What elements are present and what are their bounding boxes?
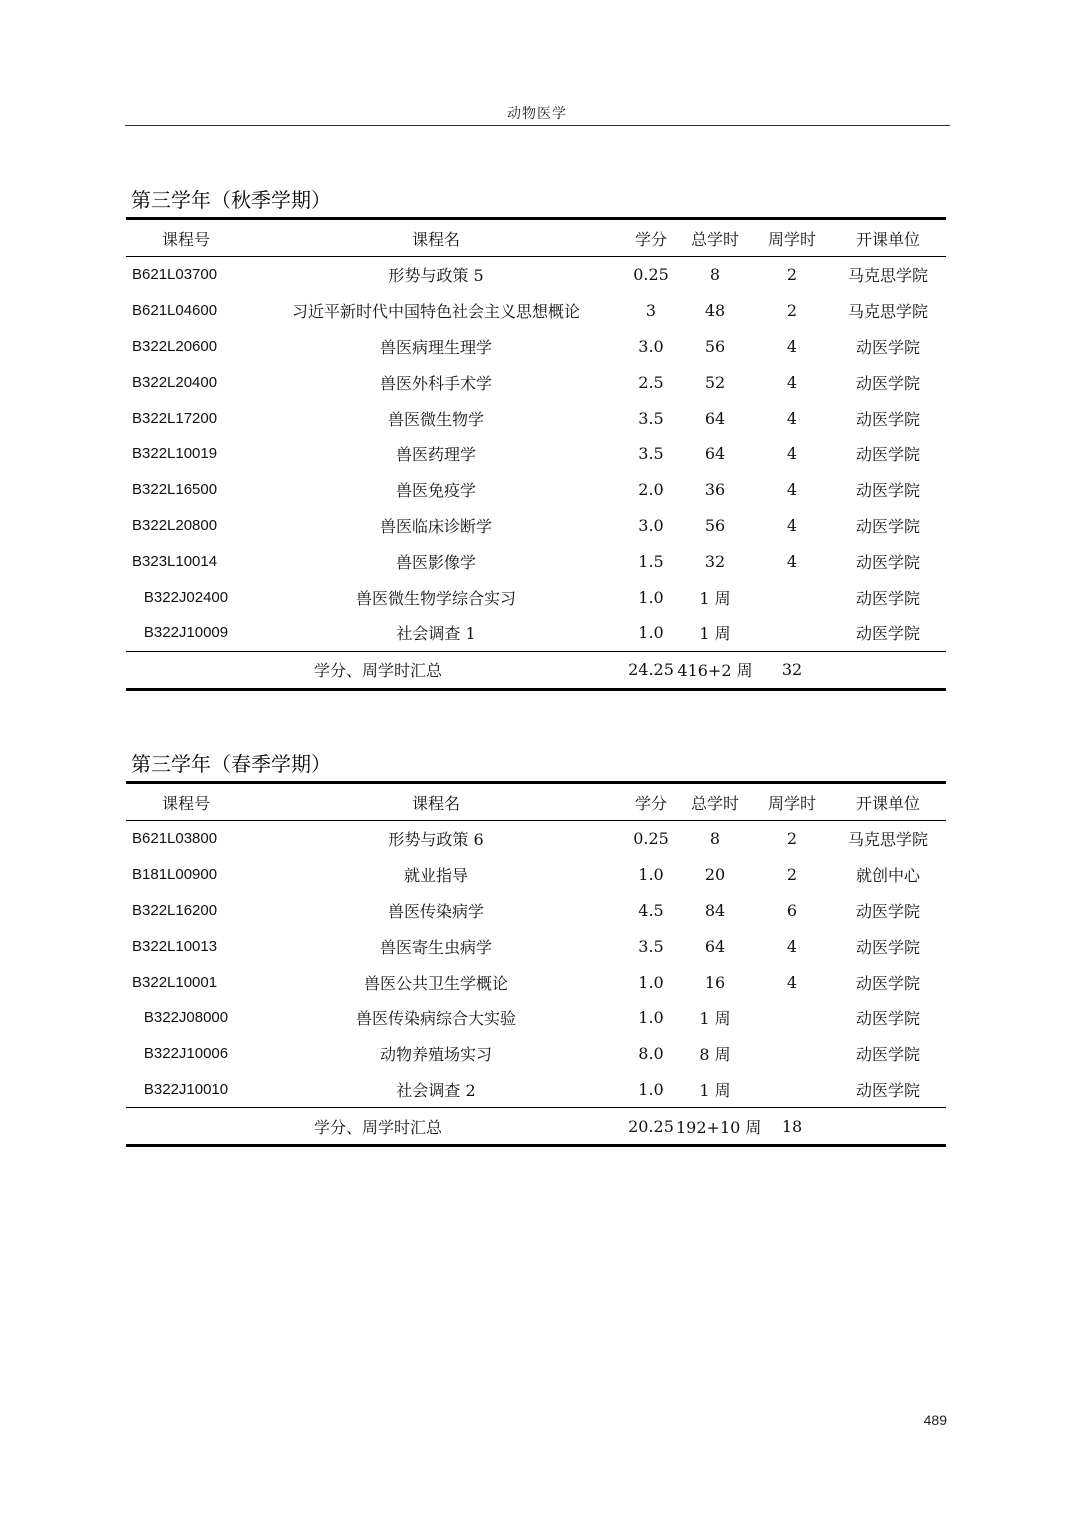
column-header-code: 课程号 xyxy=(161,229,210,249)
summary-weekly-hours: 18 xyxy=(781,1116,803,1136)
course-name: 兽医药理学 xyxy=(395,445,476,465)
credits: 1.0 xyxy=(638,623,664,643)
credits: 3.0 xyxy=(638,336,664,356)
total-hours: 56 xyxy=(704,336,726,356)
weekly-hours: 6 xyxy=(786,900,798,920)
course-name: 形势与政策 5 xyxy=(388,266,484,286)
course-name: 兽医微生物学综合实习 xyxy=(355,588,516,608)
summary-unit xyxy=(830,651,946,689)
summary-unit xyxy=(830,1108,946,1146)
credits: 1.0 xyxy=(638,1079,664,1099)
table-row xyxy=(126,257,946,293)
weekly-hours xyxy=(754,1000,830,1036)
credits: 3.5 xyxy=(638,936,664,956)
course-name: 兽医微生物学 xyxy=(387,409,484,429)
section-title-spring: 第三学年（春季学期） xyxy=(131,752,331,776)
weekly-hours xyxy=(754,615,830,651)
table-body xyxy=(126,821,946,1108)
course-name: 兽医传染病综合大实验 xyxy=(355,1009,516,1029)
column-header-unit: 开课单位 xyxy=(855,793,920,813)
table-row xyxy=(126,928,946,964)
table-row xyxy=(126,615,946,651)
offering-unit: 动医学院 xyxy=(855,1009,920,1029)
table-row xyxy=(126,1000,946,1036)
offering-unit: 动医学院 xyxy=(855,337,920,357)
total-hours: 1 周 xyxy=(699,1080,731,1100)
weekly-hours xyxy=(754,1072,830,1108)
course-table-autumn xyxy=(126,217,946,691)
table-row xyxy=(126,329,946,365)
course-code: B621L03700 xyxy=(132,266,218,284)
table-row xyxy=(126,579,946,615)
table-row xyxy=(126,543,946,579)
total-hours: 56 xyxy=(704,515,726,535)
credits: 1.0 xyxy=(638,865,664,885)
offering-unit: 动医学院 xyxy=(855,1045,920,1065)
weekly-hours: 4 xyxy=(786,408,798,428)
total-hours: 1 周 xyxy=(699,588,731,608)
course-name: 兽医外科手术学 xyxy=(379,373,492,393)
credits: 1.0 xyxy=(638,1008,664,1028)
offering-unit: 就创中心 xyxy=(855,866,920,886)
weekly-hours xyxy=(754,1036,830,1072)
weekly-hours: 4 xyxy=(786,480,798,500)
course-code: B621L03800 xyxy=(132,830,218,848)
column-header-total-hours: 总学时 xyxy=(690,793,739,813)
offering-unit: 马克思学院 xyxy=(847,302,928,322)
offering-unit: 动医学院 xyxy=(855,516,920,536)
table-row xyxy=(126,364,946,400)
course-code: B322J08000 xyxy=(143,1009,229,1027)
weekly-hours: 4 xyxy=(786,336,798,356)
offering-unit: 马克思学院 xyxy=(847,830,928,850)
credits: 2.0 xyxy=(638,480,664,500)
summary-total-hours: 192+10 周 xyxy=(676,1117,762,1137)
summary-credits: 24.25 xyxy=(628,660,674,680)
section-title-autumn: 第三学年（秋季学期） xyxy=(131,188,331,212)
course-code: B322J10009 xyxy=(143,624,229,642)
course-code: B322L10013 xyxy=(132,937,218,955)
summary-row xyxy=(126,651,946,689)
offering-unit: 马克思学院 xyxy=(847,266,928,286)
weekly-hours xyxy=(754,579,830,615)
credits: 8.0 xyxy=(638,1044,664,1064)
course-name: 兽医传染病学 xyxy=(387,901,484,921)
total-hours: 8 xyxy=(709,829,721,849)
table-row xyxy=(126,293,946,329)
credits: 3 xyxy=(645,301,657,321)
offering-unit: 动医学院 xyxy=(855,1080,920,1100)
offering-unit: 动医学院 xyxy=(855,409,920,429)
column-header-code: 课程号 xyxy=(161,793,210,813)
total-hours: 1 周 xyxy=(699,624,731,644)
table-row xyxy=(126,964,946,1000)
column-header-weekly-hours: 周学时 xyxy=(767,793,816,813)
table-row xyxy=(126,857,946,893)
credits: 1.0 xyxy=(638,972,664,992)
course-code: B322L20600 xyxy=(132,337,218,355)
page-number: 489 xyxy=(923,1412,947,1428)
course-code: B322J10010 xyxy=(143,1080,229,1098)
credits: 3.0 xyxy=(638,515,664,535)
credits: 1.5 xyxy=(638,551,664,571)
total-hours: 16 xyxy=(704,972,726,992)
course-name: 兽医公共卫生学概论 xyxy=(363,973,508,993)
weekly-hours: 2 xyxy=(786,829,798,849)
offering-unit: 动医学院 xyxy=(855,373,920,393)
table-body xyxy=(126,257,946,652)
summary-weekly-hours: 32 xyxy=(781,660,803,680)
column-header-total-hours: 总学时 xyxy=(690,229,739,249)
course-code: B322L10001 xyxy=(132,973,218,991)
summary-label: 学分、周学时汇总 xyxy=(314,1117,443,1137)
summary-total-hours: 416+2 周 xyxy=(677,661,753,681)
weekly-hours: 4 xyxy=(786,551,798,571)
table-row xyxy=(126,400,946,436)
course-code: B322L20400 xyxy=(132,373,218,391)
course-code: B621L04600 xyxy=(132,302,218,320)
column-header-name: 课程名 xyxy=(411,229,460,249)
weekly-hours: 4 xyxy=(786,372,798,392)
offering-unit: 动医学院 xyxy=(855,901,920,921)
summary-spacer xyxy=(126,651,246,689)
total-hours: 36 xyxy=(704,480,726,500)
summary-spacer xyxy=(126,1108,246,1146)
table-row xyxy=(126,1072,946,1108)
offering-unit: 动医学院 xyxy=(855,588,920,608)
credits: 3.5 xyxy=(638,444,664,464)
summary-row xyxy=(126,1108,946,1146)
weekly-hours: 2 xyxy=(786,265,798,285)
course-code: B322L17200 xyxy=(132,409,218,427)
course-table-spring xyxy=(126,781,946,1147)
course-name: 兽医临床诊断学 xyxy=(379,516,492,536)
course-name: 形势与政策 6 xyxy=(388,830,484,850)
course-name: 就业指导 xyxy=(403,866,468,886)
table-header-row xyxy=(126,783,946,821)
summary-label: 学分、周学时汇总 xyxy=(314,661,443,681)
course-name: 兽医影像学 xyxy=(395,552,476,572)
total-hours: 8 xyxy=(709,265,721,285)
course-code: B181L00900 xyxy=(132,866,218,884)
offering-unit: 动医学院 xyxy=(855,937,920,957)
weekly-hours: 4 xyxy=(786,936,798,956)
course-name: 动物养殖场实习 xyxy=(379,1045,492,1065)
summary-credits: 20.25 xyxy=(628,1116,674,1136)
credits: 0.25 xyxy=(633,265,669,285)
offering-unit: 动医学院 xyxy=(855,973,920,993)
credits: 0.25 xyxy=(633,829,669,849)
course-code: B322J10006 xyxy=(143,1045,229,1063)
total-hours: 84 xyxy=(704,900,726,920)
offering-unit: 动医学院 xyxy=(855,552,920,572)
course-name: 社会调查 2 xyxy=(396,1080,476,1100)
credits: 4.5 xyxy=(638,900,664,920)
column-header-weekly-hours: 周学时 xyxy=(767,229,816,249)
credits: 2.5 xyxy=(638,372,664,392)
course-code: B322L16500 xyxy=(132,481,218,499)
total-hours: 20 xyxy=(704,865,726,885)
total-hours: 1 周 xyxy=(699,1009,731,1029)
weekly-hours: 2 xyxy=(786,865,798,885)
course-code: B323L10014 xyxy=(132,552,218,570)
table-row xyxy=(126,893,946,929)
running-header: 动物医学 xyxy=(507,106,567,122)
weekly-hours: 4 xyxy=(786,515,798,535)
course-code: B322J02400 xyxy=(143,588,229,606)
offering-unit: 动医学院 xyxy=(855,624,920,644)
course-name: 社会调查 1 xyxy=(396,624,476,644)
total-hours: 32 xyxy=(704,551,726,571)
column-header-name: 课程名 xyxy=(411,793,460,813)
table-row xyxy=(126,472,946,508)
column-header-credits: 学分 xyxy=(634,793,667,813)
total-hours: 48 xyxy=(704,301,726,321)
offering-unit: 动医学院 xyxy=(855,481,920,501)
offering-unit: 动医学院 xyxy=(855,445,920,465)
course-name: 习近平新时代中国特色社会主义思想概论 xyxy=(291,302,580,322)
table-header-row xyxy=(126,219,946,257)
total-hours: 64 xyxy=(704,444,726,464)
course-name: 兽医寄生虫病学 xyxy=(379,937,492,957)
total-hours: 52 xyxy=(704,372,726,392)
credits: 3.5 xyxy=(638,408,664,428)
credits: 1.0 xyxy=(638,587,664,607)
course-name: 兽医免疫学 xyxy=(395,481,476,501)
column-header-credits: 学分 xyxy=(634,229,667,249)
course-code: B322L20800 xyxy=(132,516,218,534)
weekly-hours: 4 xyxy=(786,972,798,992)
total-hours: 64 xyxy=(704,408,726,428)
table-row xyxy=(126,508,946,544)
table-row xyxy=(126,436,946,472)
total-hours: 8 周 xyxy=(699,1045,731,1065)
column-header-unit: 开课单位 xyxy=(855,229,920,249)
table-row xyxy=(126,821,946,857)
header-rule xyxy=(125,125,950,126)
total-hours: 64 xyxy=(704,936,726,956)
course-code: B322L10019 xyxy=(132,445,218,463)
weekly-hours: 2 xyxy=(786,301,798,321)
course-code: B322L16200 xyxy=(132,901,218,919)
weekly-hours: 4 xyxy=(786,444,798,464)
table-row xyxy=(126,1036,946,1072)
course-name: 兽医病理生理学 xyxy=(379,337,492,357)
